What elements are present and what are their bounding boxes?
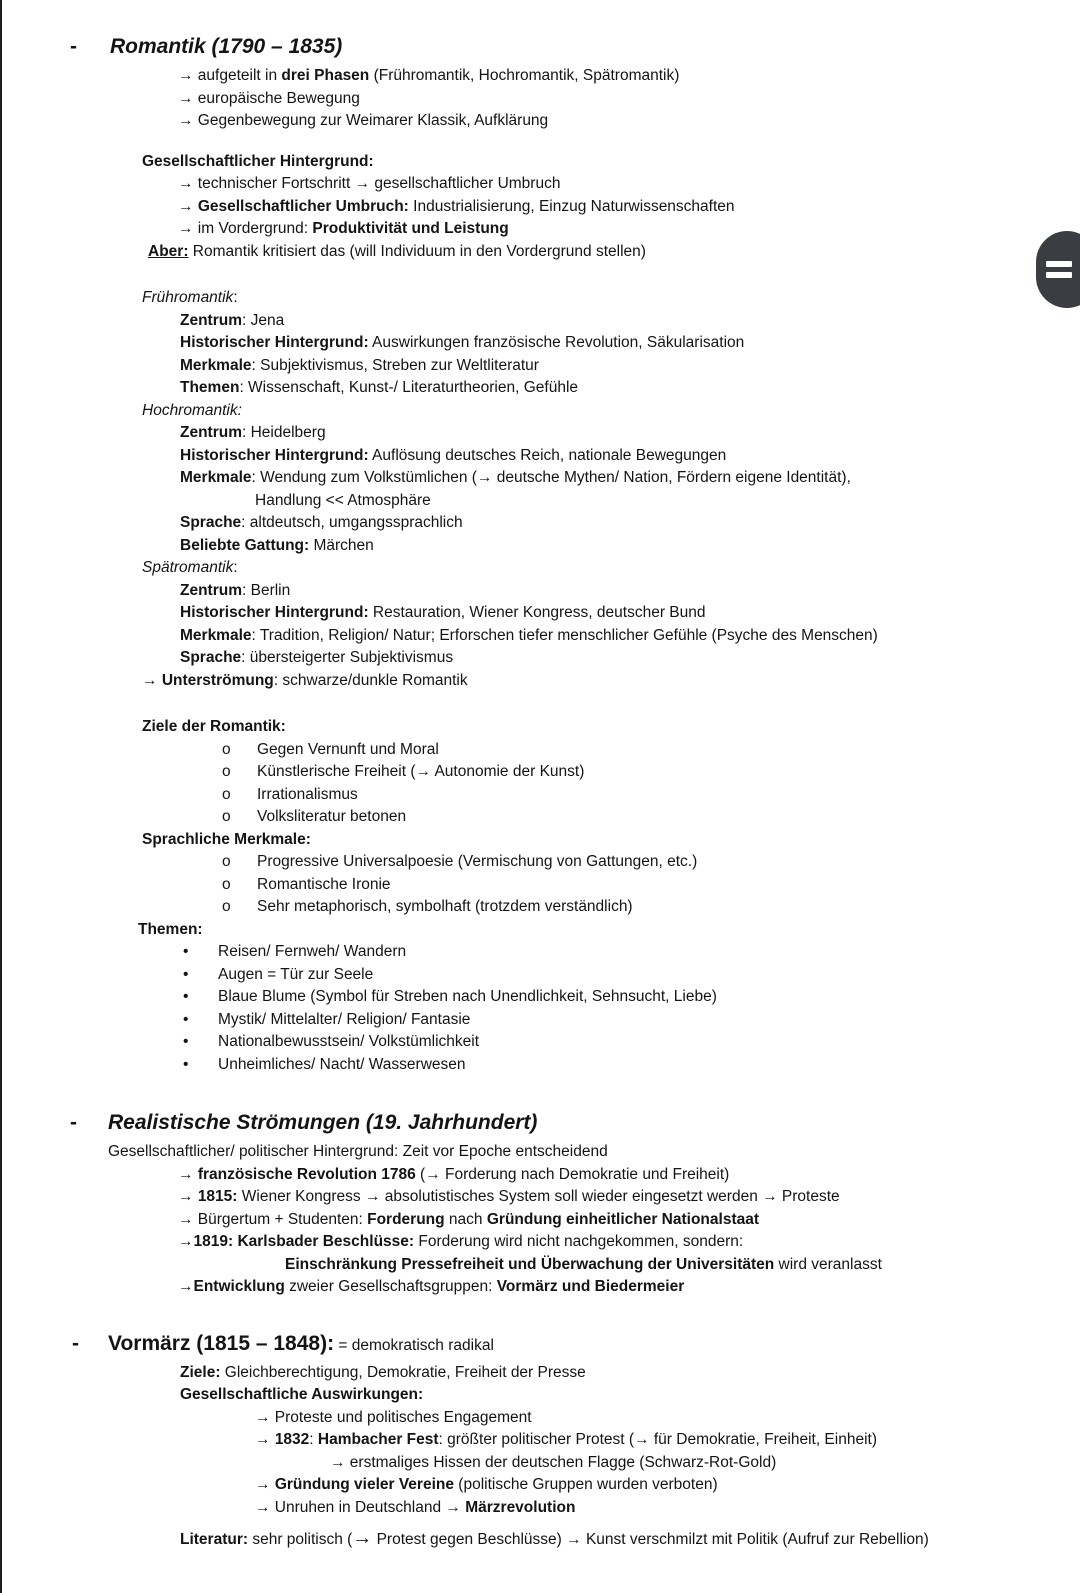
doc-line: [0, 647, 1080, 670]
bullet-icon: -: [70, 1111, 77, 1134]
doc-line: [0, 1407, 1080, 1430]
doc-line: [0, 557, 1080, 580]
doc-text: Historischer Hintergrund:: [180, 446, 369, 464]
doc-text: Themen:: [138, 920, 203, 938]
doc-text: (Frühromantik, Hochromantik, Spätromantik): [369, 67, 680, 84]
doc-text: : übersteigerter Subjektivismus: [241, 649, 454, 666]
bullet-icon: •: [183, 943, 189, 960]
doc-text: Historischer Hintergrund:: [180, 604, 369, 621]
doc-text: : größter politischer Protest (→ für Demokratie, Freiheit, Einheit): [438, 1431, 877, 1448]
doc-line: [0, 400, 1080, 423]
doc-text: :: [233, 559, 238, 576]
doc-text: Irrationalismus: [257, 785, 358, 803]
doc-text: Aber:: [148, 242, 189, 260]
doc-text: Romantik kritisiert das (will Individuum in den Vordergrund stellen): [188, 242, 646, 260]
doc-text: Protest gegen Beschlüsse) → Kunst verschmilzt mit Politik (Aufruf zur Rebellion): [372, 1531, 929, 1548]
doc-line: [0, 784, 1080, 807]
doc-text: : Subjektivismus, Streben zur Weltliteratur: [251, 356, 539, 374]
doc-text: Künstlerische Freiheit (→ Autonomie der Kunst): [257, 763, 585, 780]
doc-line: [0, 806, 1080, 829]
doc-line: [0, 173, 1080, 196]
bullet-icon: o: [222, 740, 231, 758]
doc-text: Mystik/ Mittelalter/ Religion/ Fantasie: [218, 1010, 471, 1028]
doc-text: →: [352, 1527, 373, 1549]
doc-line: [0, 1054, 1080, 1077]
doc-text: →: [178, 1165, 198, 1183]
doc-text: Sprache: [180, 649, 242, 666]
doc-text: Gesellschaftlicher Hintergrund:: [142, 152, 374, 170]
doc-line: [0, 874, 1080, 897]
doc-line: [0, 1106, 1080, 1141]
bullet-icon: o: [222, 808, 231, 825]
doc-text: Unterströmung: [161, 671, 274, 689]
doc-text: → Unruhen in Deutschland →: [255, 1498, 466, 1516]
bullet-icon: •: [183, 965, 189, 983]
doc-line: [0, 919, 1080, 942]
doc-text: : schwarze/dunkle Romantik: [273, 671, 468, 689]
bullet-icon: o: [222, 875, 231, 893]
doc-line: [0, 88, 1080, 111]
doc-text: Auflösung deutsches Reich, nationale Bewegungen: [368, 446, 727, 464]
doc-text: wird veranlasst: [774, 1255, 882, 1273]
doc-text: Gleichberechtigung, Demokratie, Freiheit der Presse: [220, 1363, 586, 1381]
doc-text: → Proteste und politisches Engagement: [255, 1408, 532, 1426]
doc-text: Handlung << Atmosphäre: [255, 491, 431, 509]
doc-line: [0, 1231, 1080, 1254]
doc-line: [0, 1186, 1080, 1209]
doc-line: [0, 986, 1080, 1009]
doc-text: Augen = Tür zur Seele: [218, 965, 374, 983]
doc-text: Entwicklung: [193, 1278, 285, 1295]
doc-text: :: [309, 1431, 318, 1448]
doc-text: Gesellschaftlicher Umbruch:: [197, 197, 409, 215]
doc-text: : Wendung zum Volkstümlichen (→ deutsche Mythen/ Nation, Fördern eigene Identität),: [251, 469, 851, 486]
doc-line: [0, 151, 1080, 174]
doc-text: Märchen: [309, 536, 374, 554]
doc-text: 1819: Karlsbader Beschlüsse:: [193, 1233, 415, 1250]
doc-text: → im Vordergrund:: [178, 220, 313, 237]
doc-text: Vormärz und Biedermeier: [496, 1278, 685, 1295]
doc-text: Zentrum: [180, 424, 242, 441]
doc-text: Produktivität und Leistung: [312, 220, 509, 237]
doc-text: Realistische Strömungen (19. Jahrhundert): [108, 1111, 538, 1134]
doc-text: →: [178, 197, 198, 215]
bullet-icon: o: [222, 853, 231, 870]
bullet-icon: •: [183, 1010, 189, 1028]
doc-line: [0, 535, 1080, 558]
doc-line: [0, 670, 1080, 693]
doc-text: Gegen Vernunft und Moral: [257, 740, 439, 758]
doc-line: [0, 218, 1080, 241]
doc-line: [0, 422, 1080, 445]
doc-text: → technischer Fortschritt → gesellschaftlicher Umbruch: [178, 175, 561, 192]
doc-line: [0, 490, 1080, 513]
doc-text: Gründung vieler Vereine: [274, 1476, 454, 1493]
doc-text: Unheimliches/ Nacht/ Wasserwesen: [218, 1055, 466, 1073]
doc-line: [0, 1527, 1080, 1552]
doc-text: Sehr metaphorisch, symbolhaft (trotzdem verständlich): [257, 898, 633, 915]
doc-line: [0, 355, 1080, 378]
doc-line: [0, 1429, 1080, 1452]
doc-text: Sprache: [180, 514, 242, 531]
doc-text: →: [178, 1278, 194, 1295]
doc-text: (politische Gruppen wurden verboten): [453, 1476, 718, 1493]
doc-line: [0, 287, 1080, 310]
doc-text: Spätromantik: [142, 559, 234, 576]
doc-line: [0, 241, 1080, 264]
doc-text: Vormärz (1815 – 1848):: [108, 1331, 335, 1355]
doc-text: : Tradition, Religion/ Natur; Erforschen tiefer menschlicher Gefühle (Psyche des Menschen): [251, 626, 878, 644]
doc-text: → erstmaliges Hissen der deutschen Flagge (Schwarz-Rot-Gold): [330, 1453, 777, 1471]
drag-handle-icon: [1046, 261, 1072, 267]
doc-line: [0, 467, 1080, 490]
doc-line: [0, 310, 1080, 333]
doc-text: sehr politisch (: [248, 1531, 353, 1548]
bullet-icon: o: [222, 763, 231, 780]
doc-text: Ziele der Romantik:: [142, 718, 286, 735]
doc-text: französische Revolution 1786: [197, 1165, 416, 1183]
doc-line: [0, 1452, 1080, 1475]
doc-text: Nationalbewusstsein/ Volkstümlichkeit: [218, 1033, 480, 1050]
scroll-handle[interactable]: [1036, 231, 1080, 308]
doc-text: Volksliteratur betonen: [257, 808, 407, 825]
doc-line: [0, 716, 1080, 739]
doc-text: Forderung: [367, 1210, 445, 1228]
doc-line: [0, 110, 1080, 133]
doc-line: [0, 625, 1080, 648]
doc-text: Beliebte Gattung:: [180, 536, 310, 554]
doc-line: [0, 1209, 1080, 1232]
doc-line: [0, 196, 1080, 219]
doc-text: drei Phasen: [281, 67, 370, 84]
doc-line: [0, 829, 1080, 852]
doc-text: Historischer Hintergrund:: [180, 334, 369, 351]
doc-text: : altdeutsch, umgangssprachlich: [241, 514, 463, 531]
doc-text: → europäische Bewegung: [178, 89, 360, 107]
doc-text: Progressive Universalpoesie (Vermischung von Gattungen, etc.): [257, 853, 698, 870]
doc-text: Hambacher Fest: [317, 1431, 439, 1448]
doc-line: [0, 1362, 1080, 1385]
doc-text: Zentrum: [180, 581, 242, 599]
doc-text: (→ Forderung nach Demokratie und Freiheit): [415, 1165, 730, 1183]
doc-text: Ziele:: [180, 1363, 221, 1381]
doc-text: →: [255, 1431, 275, 1448]
doc-text: 1832: [274, 1431, 310, 1448]
doc-text: Auswirkungen französische Revolution, Säkularisation: [368, 334, 745, 351]
bullet-icon: -: [72, 1331, 79, 1355]
bullet-icon: •: [183, 1055, 189, 1073]
doc-line: [0, 761, 1080, 784]
doc-text: : Wissenschaft, Kunst-/ Literaturtheorien, Gefühle: [239, 379, 579, 396]
doc-text: Merkmale: [180, 356, 252, 374]
doc-line: [0, 941, 1080, 964]
doc-text: Literatur:: [180, 1531, 249, 1548]
doc-text: Merkmale: [180, 626, 252, 644]
doc-text: →: [142, 671, 162, 689]
doc-text: →: [178, 1233, 194, 1250]
doc-text: Einschränkung Pressefreiheit und Überwachung der Universitäten: [285, 1255, 775, 1273]
doc-line: [0, 1474, 1080, 1497]
doc-text: Sprachliche Merkmale:: [142, 830, 311, 848]
doc-text: →: [255, 1476, 275, 1493]
doc-text: : Heidelberg: [242, 424, 326, 441]
doc-text: → Bürgertum + Studenten:: [178, 1210, 368, 1228]
doc-text: → Gegenbewegung zur Weimarer Klassik, Aufklärung: [178, 112, 549, 129]
doc-text: Gesellschaftlicher/ politischer Hintergrund: Zeit vor Epoche entscheidend: [108, 1143, 608, 1160]
doc-line: [0, 1164, 1080, 1187]
doc-line: [0, 332, 1080, 355]
bullet-icon: o: [222, 898, 231, 915]
bullet-icon: o: [222, 785, 231, 803]
doc-line: [0, 896, 1080, 919]
doc-text: 1815:: [197, 1188, 238, 1205]
doc-line: [0, 739, 1080, 762]
doc-text: zweier Gesellschaftsgruppen:: [284, 1278, 497, 1295]
doc-text: = demokratisch radikal: [334, 1336, 494, 1354]
doc-line: [0, 1254, 1080, 1277]
doc-line: [0, 580, 1080, 603]
doc-text: : Berlin: [242, 581, 291, 599]
doc-text: Reisen/ Fernweh/ Wandern: [218, 943, 407, 960]
doc-line: [0, 1497, 1080, 1520]
doc-line: [0, 1327, 1080, 1362]
drag-handle-icon: [1046, 272, 1072, 278]
doc-line: [0, 1276, 1080, 1299]
doc-line: [0, 65, 1080, 88]
doc-line: [0, 851, 1080, 874]
doc-text: Merkmale: [180, 469, 252, 486]
doc-text: nach: [444, 1210, 487, 1228]
doc-text: Gründung einheitlicher Nationalstaat: [486, 1210, 760, 1228]
doc-text: Zentrum: [180, 311, 242, 329]
doc-text: Blaue Blume (Symbol für Streben nach Unendlichkeit, Sehnsucht, Liebe): [218, 988, 717, 1005]
doc-line: [0, 1384, 1080, 1407]
doc-text: Romantik (1790 – 1835): [110, 35, 343, 58]
doc-line: [0, 1141, 1080, 1164]
doc-text: Wiener Kongress → absolutistisches System soll wieder eingesetzt werden → Proteste: [237, 1188, 840, 1205]
doc-line: [0, 377, 1080, 400]
doc-line: [0, 1009, 1080, 1032]
doc-text: Hochromantik:: [142, 401, 242, 419]
doc-text: Romantische Ironie: [257, 875, 391, 893]
doc-line: [0, 602, 1080, 625]
doc-text: Industrialisierung, Einzug Naturwissenschaften: [408, 197, 735, 215]
doc-text: →: [178, 1188, 198, 1205]
doc-text: Gesellschaftliche Auswirkungen:: [180, 1386, 424, 1403]
doc-text: Restauration, Wiener Kongress, deutscher Bund: [368, 604, 706, 621]
doc-line: [0, 445, 1080, 468]
doc-text: Märzrevolution: [465, 1498, 576, 1516]
doc-line: [0, 964, 1080, 987]
bullet-icon: •: [183, 1033, 189, 1050]
doc-text: Themen: [180, 379, 240, 396]
doc-line: [0, 30, 1080, 65]
bullet-icon: -: [70, 35, 77, 58]
bullet-icon: •: [183, 988, 189, 1005]
doc-text: Forderung wird nicht nachgekommen, sondern:: [414, 1233, 744, 1250]
doc-text: : Jena: [242, 311, 285, 329]
doc-line: [0, 512, 1080, 535]
doc-text: Frühromantik: [142, 289, 234, 306]
doc-text: → aufgeteilt in: [178, 67, 282, 84]
doc-text: :: [233, 289, 238, 306]
doc-line: [0, 1031, 1080, 1054]
